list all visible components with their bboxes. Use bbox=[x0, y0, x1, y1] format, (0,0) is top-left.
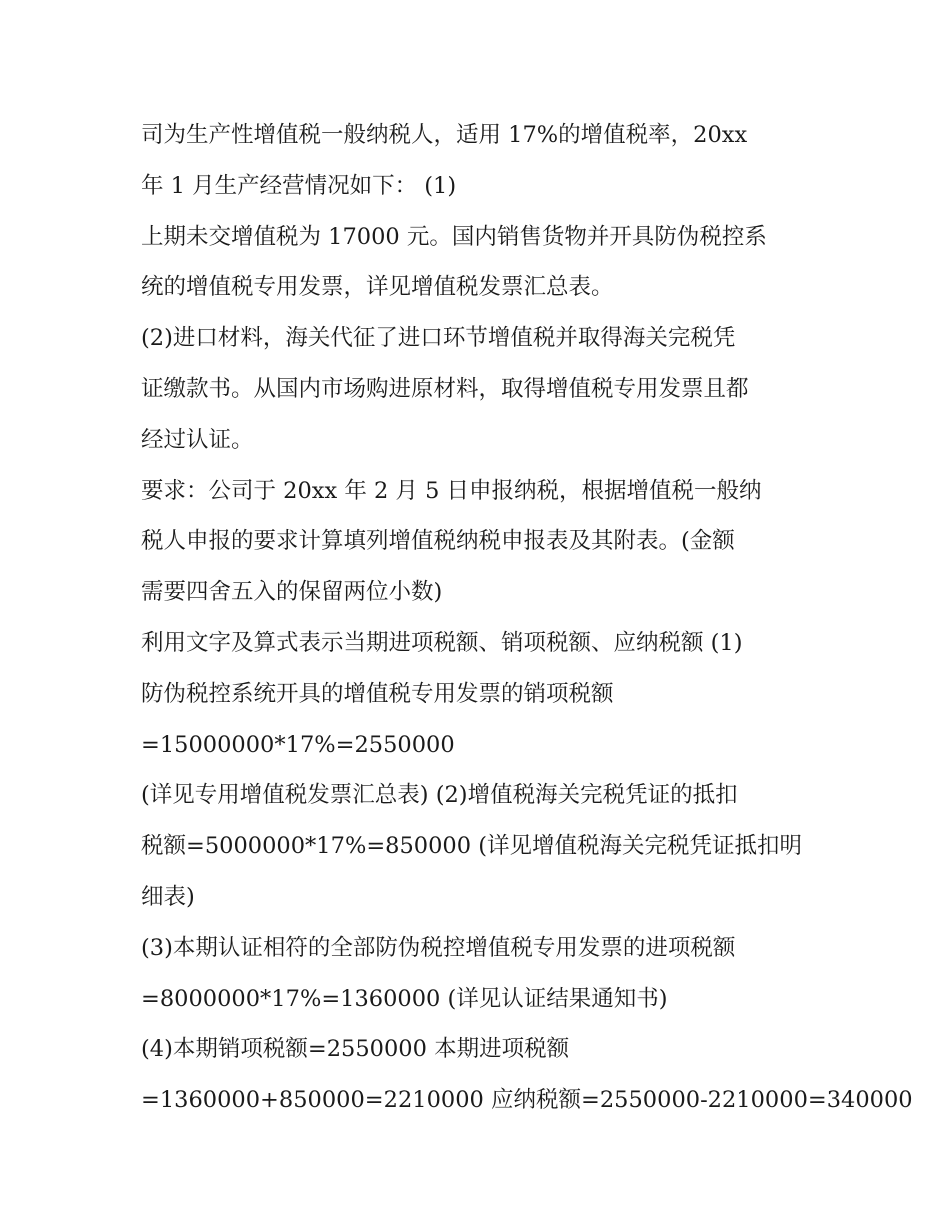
text-line: (3)本期认证相符的全部防伪税控增值税专用发票的进项税额 bbox=[141, 934, 736, 961]
document-body bbox=[141, 110, 913, 1126]
text-line: 税人申报的要求计算填列增值税纳税申报表及其附表。(金额 bbox=[141, 528, 735, 555]
text-line: 经过认证。 bbox=[141, 426, 254, 453]
text-line: 统的增值税专用发票，详见增值税发票汇总表。 bbox=[141, 274, 614, 301]
text-line: 要求：公司于 20xx 年 2 月 5 日申报纳税，根据增值税一般纳 bbox=[141, 477, 762, 504]
text-line: 证缴款书。从国内市场购进原材料，取得增值税专用发票且都 bbox=[141, 375, 749, 402]
text-line: 上期未交增值税为 17000 元。国内销售货物并开具防伪税控系 bbox=[141, 223, 767, 250]
text-line: =8000000*17%=1360000 (详见认证结果通知书) bbox=[141, 985, 668, 1012]
text-line: =1360000+850000=2210000 应纳税额=2550000-2210000=340000 bbox=[141, 1087, 913, 1114]
text-line: 司为生产性增值税一般纳税人，适用 17%的增值税率，20xx bbox=[141, 122, 748, 148]
text-line: 税额=5000000*17%=850000 (详见增值税海关完税凭证抵扣明 bbox=[141, 833, 802, 860]
text-line: 利用文字及算式表示当期进项税额、销项税额、应纳税额 (1) bbox=[141, 629, 743, 656]
text-line: 年 1 月生产经营情况如下： (1) bbox=[141, 172, 457, 199]
text-line: 防伪税控系统开具的增值税专用发票的销项税额 bbox=[141, 680, 614, 707]
text-line: 细表) bbox=[141, 883, 195, 910]
text-line: (详见专用增值税发票汇总表) (2)增值税海关完税凭证的抵扣 bbox=[141, 782, 738, 809]
text-line: 需要四舍五入的保留两位小数) bbox=[141, 579, 443, 606]
text-line: (4)本期销项税额=2550000 本期进项税额 bbox=[141, 1036, 570, 1063]
text-line: =15000000*17%=2550000 bbox=[141, 731, 455, 758]
text-line: (2)进口材料，海关代征了进口环节增值税并取得海关完税凭 bbox=[141, 325, 736, 352]
